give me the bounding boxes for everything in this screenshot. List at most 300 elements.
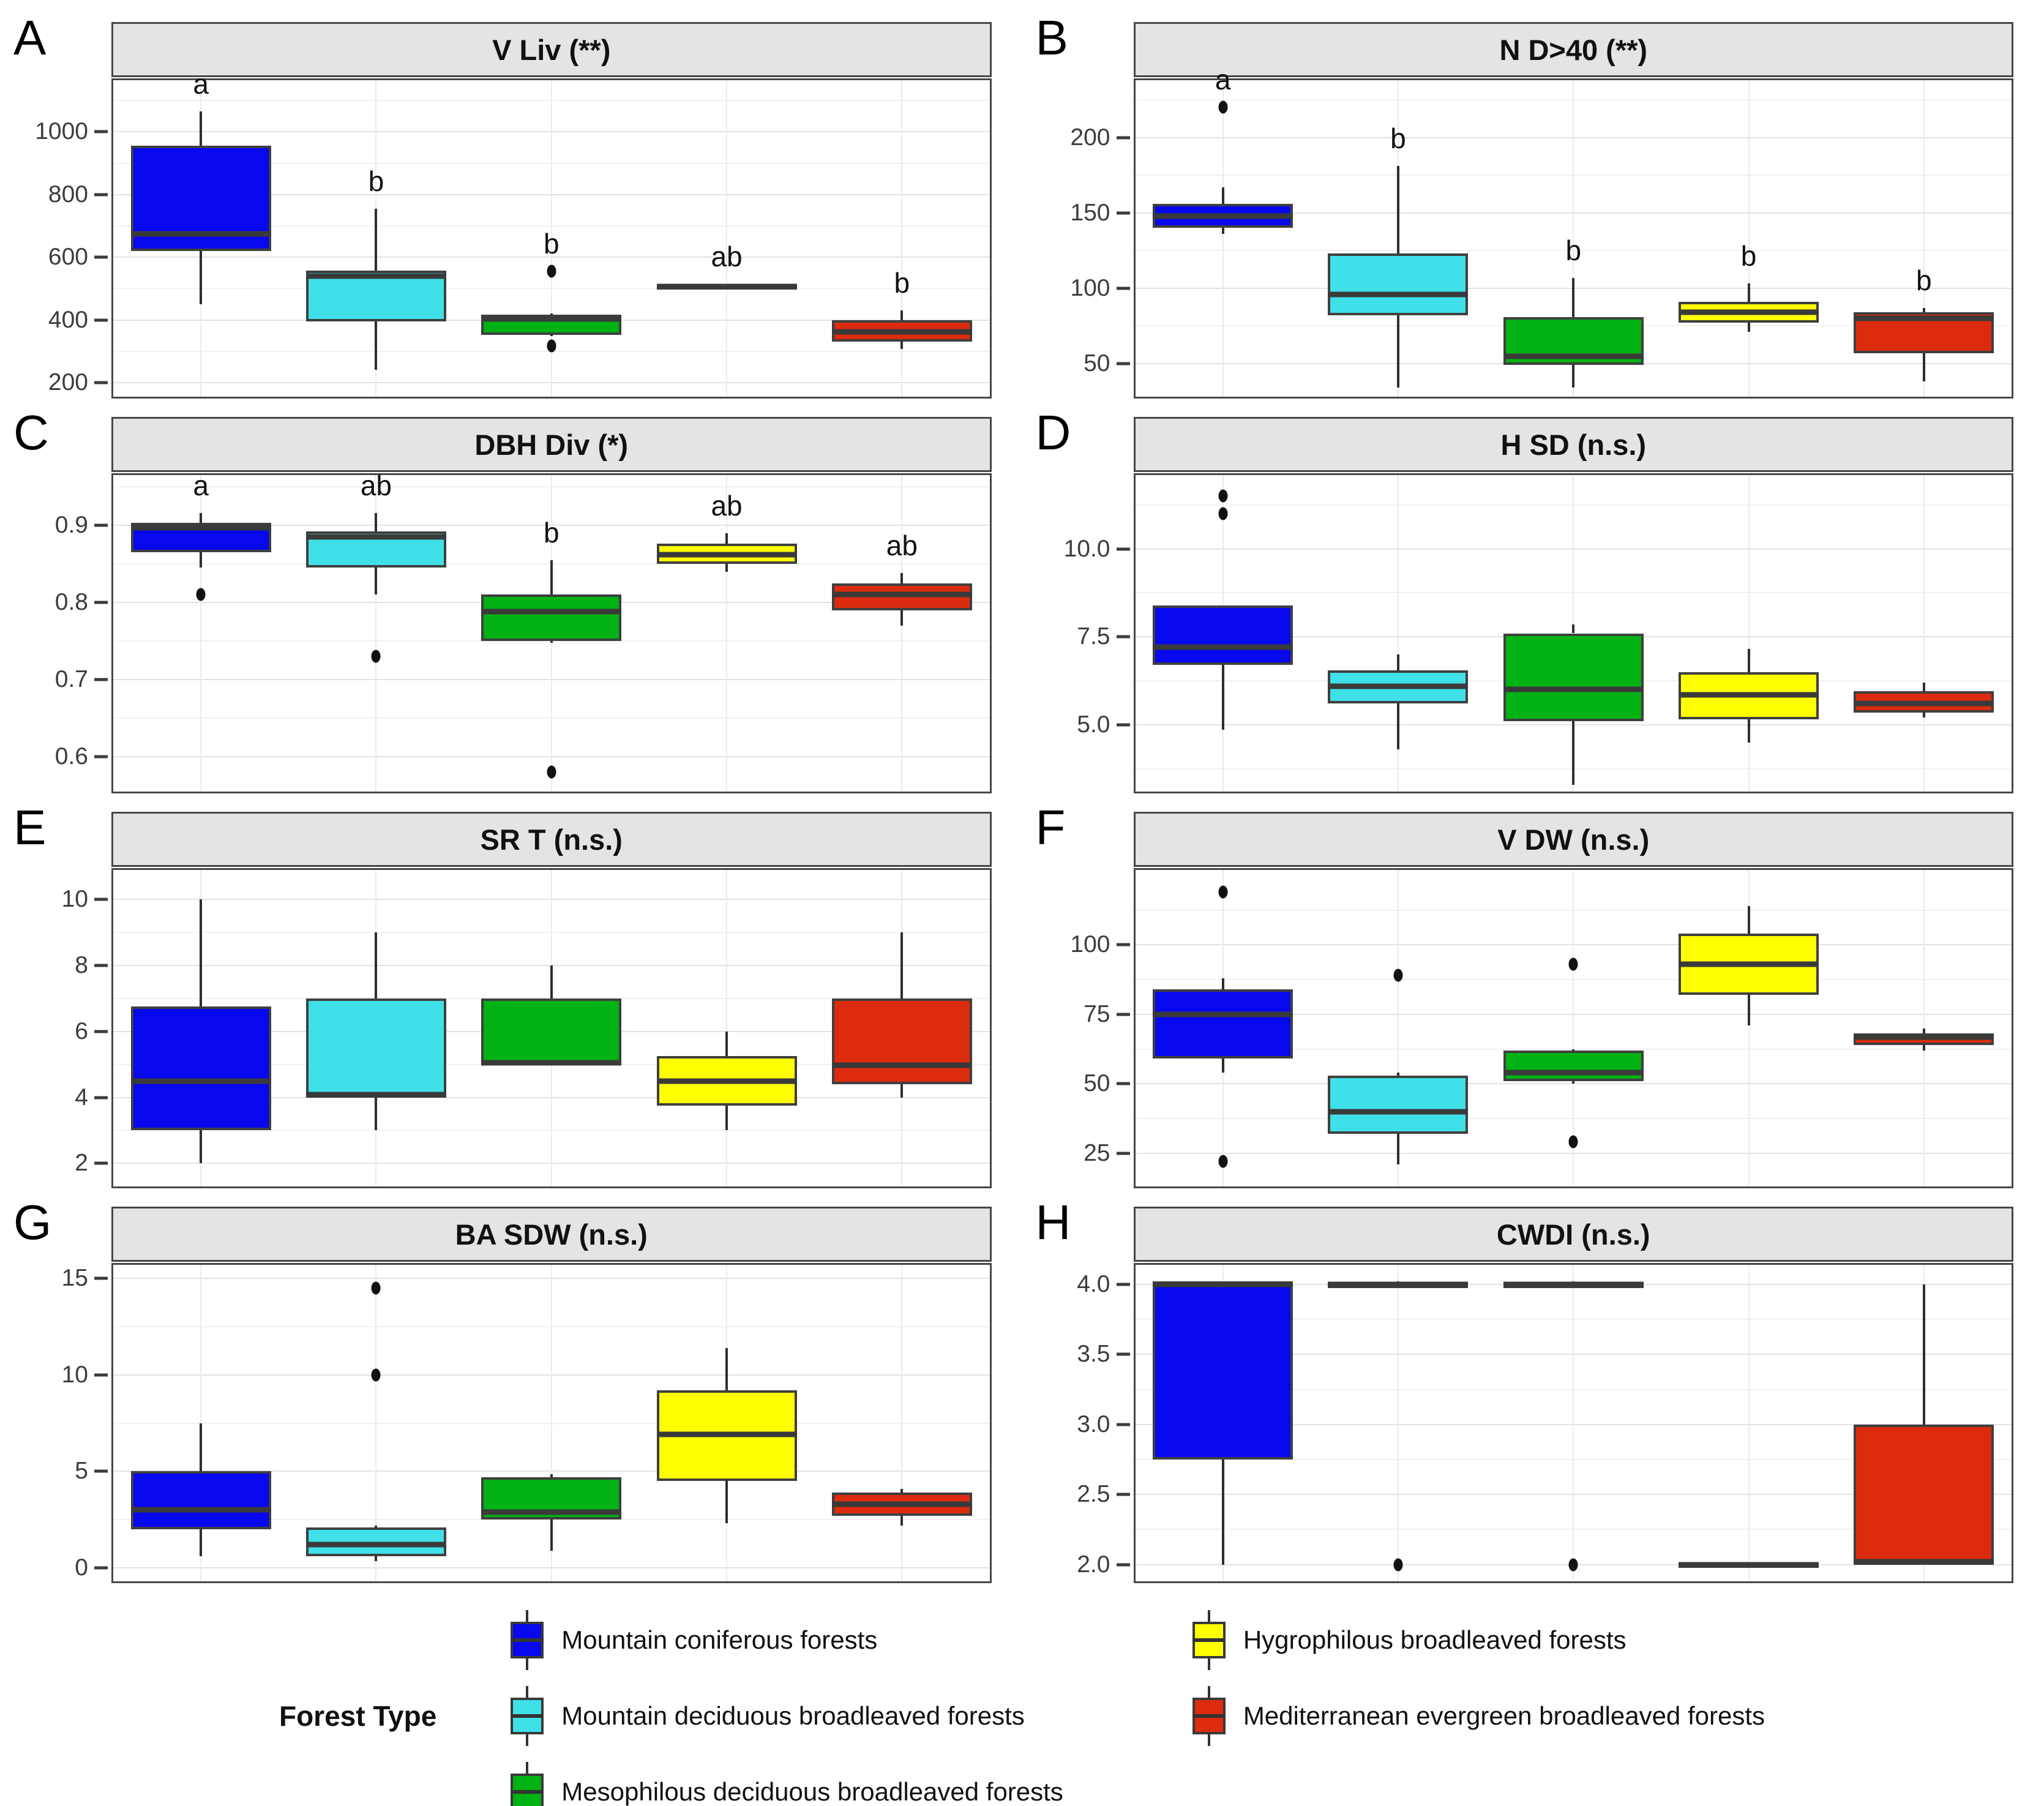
x-gridline <box>1748 80 1750 397</box>
upper-whisker <box>375 513 377 531</box>
significance-letter: b <box>543 516 560 549</box>
y-tick-label: 10 <box>61 1361 88 1388</box>
median-line <box>481 1509 621 1515</box>
legend-entry-label: Mediterranean evergreen broadleaved forests <box>1243 1701 1765 1730</box>
panel-cell <box>1022 9 2044 403</box>
y-axis-ticks <box>1031 870 1134 1186</box>
median-line <box>306 273 446 279</box>
boxplot-box <box>1503 1051 1644 1081</box>
y-tick-label: 15 <box>61 1265 88 1292</box>
lower-whisker <box>1222 665 1224 730</box>
boxplot-box <box>1153 1281 1293 1459</box>
y-tick-mark <box>94 318 108 321</box>
outlier-point <box>547 766 556 779</box>
y-tick-label: 200 <box>48 369 88 395</box>
y-axis <box>9 1195 111 1583</box>
panel-letter: H <box>1035 1195 1071 1250</box>
boxplot-box <box>1854 1425 1994 1565</box>
median-line <box>1153 1282 1293 1287</box>
upper-whisker <box>1397 654 1399 670</box>
y-axis <box>1031 405 1134 793</box>
y-tick-mark <box>1117 1563 1130 1566</box>
y-tick-label: 50 <box>1084 1070 1110 1097</box>
upper-whisker <box>1222 978 1224 989</box>
y-tick-label: 3.5 <box>1077 1341 1110 1368</box>
significance-letter: b <box>1916 264 1932 296</box>
lower-whisker <box>200 1529 202 1556</box>
y-tick-mark <box>94 678 108 681</box>
boxplot-box <box>131 1006 271 1130</box>
y-tick-mark <box>1117 1013 1130 1016</box>
upper-whisker <box>200 1423 202 1472</box>
legend-entry <box>510 1686 1063 1746</box>
panel-letter: C <box>13 405 49 460</box>
median-line <box>832 592 972 598</box>
plot-area <box>111 1263 992 1583</box>
y-tick-label: 100 <box>1070 931 1110 958</box>
median-line <box>1328 1282 1468 1287</box>
outlier-point <box>1218 490 1227 503</box>
y-axis <box>1031 10 1134 399</box>
significance-letter: b <box>543 228 560 260</box>
panel-header <box>1134 1207 2014 1262</box>
y-tick-label: 600 <box>48 244 88 271</box>
boxplot-key-icon <box>1192 1686 1226 1746</box>
lower-whisker <box>375 568 377 594</box>
significance-letter: b <box>1390 122 1406 155</box>
lower-whisker <box>1222 228 1224 234</box>
lower-whisker <box>375 1556 377 1561</box>
panel <box>1134 812 2014 1188</box>
upper-whisker <box>1748 283 1750 302</box>
panel-header <box>111 812 992 867</box>
panel-title: SR T (n.s.) <box>480 823 623 856</box>
panel <box>111 1207 992 1583</box>
panel <box>1134 1207 2014 1583</box>
median-line <box>1328 683 1468 689</box>
y-axis-ticks <box>1031 1265 1134 1581</box>
panel-header <box>1134 22 2014 77</box>
key-median-line <box>1192 1638 1226 1642</box>
lower-whisker <box>1397 1134 1399 1164</box>
panel-header <box>111 417 992 472</box>
y-tick-label: 0.8 <box>54 589 88 616</box>
y-tick-mark <box>94 523 108 526</box>
y-axis-ticks <box>1031 80 1134 397</box>
y-tick-label: 0.9 <box>54 511 88 538</box>
boxplot-box <box>1153 605 1293 665</box>
upper-whisker <box>900 310 903 320</box>
panel-header <box>1134 812 2014 867</box>
lower-whisker <box>1572 365 1574 388</box>
y-tick-label: 150 <box>1070 199 1110 226</box>
y-tick-label: 6 <box>75 1017 88 1044</box>
median-line <box>1679 962 1819 967</box>
plot-area <box>1134 64 2014 399</box>
lower-whisker <box>200 251 202 304</box>
y-tick-label: 4.0 <box>1077 1271 1110 1298</box>
median-line <box>131 1078 271 1084</box>
panel-letter: D <box>1035 405 1071 460</box>
y-tick-mark <box>1117 723 1130 726</box>
y-tick-label: 5.0 <box>1077 711 1110 738</box>
x-gridline <box>1398 1265 1399 1581</box>
legend-entry <box>510 1762 1063 1806</box>
lower-whisker <box>1222 1058 1224 1073</box>
y-tick-label: 2.0 <box>1077 1551 1110 1578</box>
key-median-line <box>511 1714 544 1718</box>
lower-whisker <box>200 1130 202 1163</box>
y-tick-mark <box>1117 362 1130 365</box>
panel-title: V DW (n.s.) <box>1497 823 1650 856</box>
median-line <box>1503 353 1644 359</box>
lower-whisker <box>725 1481 728 1523</box>
lower-whisker <box>1397 703 1399 749</box>
median-line <box>131 231 271 236</box>
panel-title: V Liv (**) <box>492 33 611 66</box>
y-axis <box>9 405 111 793</box>
median-line <box>1854 701 1994 706</box>
legend-entry <box>1192 1610 1765 1670</box>
boxplot-box <box>1328 253 1468 315</box>
legend-column <box>510 1610 1063 1806</box>
panel <box>111 812 992 1188</box>
y-tick-label: 1000 <box>35 118 88 145</box>
median-line <box>1679 310 1819 315</box>
upper-whisker <box>550 965 553 999</box>
y-tick-label: 5 <box>75 1458 88 1485</box>
y-tick-mark <box>94 755 108 759</box>
outlier-point <box>372 1281 381 1294</box>
median-line <box>832 329 972 334</box>
upper-whisker <box>200 111 202 146</box>
panel-grid <box>0 9 2044 1588</box>
lower-whisker <box>550 1519 553 1550</box>
y-tick-mark <box>1117 1493 1130 1496</box>
outlier-point <box>372 1368 381 1381</box>
plot-area <box>111 469 992 793</box>
median-line <box>1328 291 1468 297</box>
y-tick-mark <box>1117 287 1130 290</box>
panel-cell <box>1022 403 2044 798</box>
median-line <box>1679 1562 1819 1567</box>
panel-title: N D>40 (**) <box>1499 33 1648 66</box>
legend-title: Forest Type <box>279 1700 437 1732</box>
plot-area <box>111 68 992 399</box>
y-tick-label: 8 <box>75 952 88 979</box>
y-axis-ticks <box>9 80 111 397</box>
upper-whisker <box>550 560 553 595</box>
outlier-point <box>1218 1155 1227 1168</box>
panel-cell <box>1022 798 2044 1193</box>
lower-whisker <box>900 342 903 348</box>
median-line <box>1503 1070 1644 1076</box>
median-line <box>832 1501 972 1507</box>
median-line <box>1503 1282 1644 1287</box>
panel-title: H SD (n.s.) <box>1500 428 1647 461</box>
y-axis-ticks <box>9 1265 111 1581</box>
plot-area <box>1134 868 2014 1188</box>
y-tick-mark <box>94 193 108 196</box>
lower-whisker <box>900 1516 903 1526</box>
lower-whisker <box>1748 995 1750 1025</box>
panel-cell <box>0 9 1022 403</box>
x-gridline <box>901 80 902 397</box>
upper-whisker <box>725 1032 728 1056</box>
legend-entries <box>510 1610 1765 1806</box>
x-gridline <box>726 80 727 397</box>
y-tick-label: 200 <box>1070 124 1110 151</box>
legend-entry-label: Hygrophilous broadleaved forests <box>1243 1625 1627 1654</box>
outlier-point <box>1393 1558 1402 1571</box>
panel-header <box>111 22 992 77</box>
lower-whisker <box>1572 721 1574 784</box>
lower-whisker <box>1923 1045 1925 1051</box>
y-tick-label: 4 <box>75 1084 88 1111</box>
upper-whisker <box>1923 1029 1925 1033</box>
lower-whisker <box>900 1084 903 1098</box>
outlier-point <box>547 265 556 278</box>
y-tick-mark <box>94 898 108 901</box>
lower-whisker <box>550 641 553 643</box>
panel-cell <box>1022 1193 2044 1588</box>
lower-whisker <box>1748 719 1750 742</box>
plot-area <box>1134 473 2014 793</box>
legend-column <box>1192 1610 1765 1806</box>
y-tick-label: 100 <box>1070 274 1110 301</box>
significance-letter: a <box>1215 64 1231 96</box>
key-median-line <box>1192 1714 1226 1718</box>
y-tick-label: 10 <box>61 886 88 913</box>
panel <box>1134 22 2014 399</box>
y-tick-mark <box>1117 635 1130 639</box>
key-median-line <box>511 1638 544 1642</box>
y-tick-mark <box>94 1277 108 1280</box>
y-tick-label: 0.6 <box>54 743 88 770</box>
outlier-point <box>1393 969 1402 982</box>
panel-cell <box>0 1193 1022 1588</box>
y-tick-mark <box>94 601 108 604</box>
significance-letter: b <box>894 267 910 299</box>
median-line <box>657 284 797 290</box>
legend-entry <box>1192 1686 1765 1746</box>
panel-title: DBH Div (*) <box>474 428 629 461</box>
y-tick-mark <box>94 1373 108 1376</box>
y-tick-label: 25 <box>1084 1139 1110 1166</box>
significance-letter: ab <box>886 530 918 562</box>
median-line <box>1328 1109 1468 1114</box>
y-tick-mark <box>94 964 108 967</box>
panel-letter: B <box>1035 10 1068 65</box>
panel-title: BA SDW (n.s.) <box>455 1218 648 1251</box>
upper-whisker <box>725 533 728 544</box>
upper-whisker <box>900 932 903 999</box>
lower-whisker <box>1222 1459 1224 1565</box>
y-tick-mark <box>1117 1283 1130 1286</box>
outlier-point <box>547 339 556 352</box>
y-tick-mark <box>1117 1353 1130 1356</box>
lower-whisker <box>1572 1081 1574 1084</box>
upper-whisker <box>375 209 377 271</box>
y-tick-label: 0.7 <box>54 666 88 693</box>
lower-whisker <box>200 552 202 568</box>
y-axis <box>1031 1195 1134 1583</box>
upper-whisker <box>200 513 202 523</box>
median-line <box>131 525 271 530</box>
y-tick-mark <box>1117 1082 1130 1085</box>
lower-whisker <box>1923 713 1925 718</box>
boxplot-key-icon <box>510 1610 544 1670</box>
upper-whisker <box>1923 1284 1925 1425</box>
lower-whisker <box>375 321 377 370</box>
median-line <box>481 1060 621 1065</box>
y-tick-label: 7.5 <box>1077 623 1110 650</box>
lower-whisker <box>1923 353 1925 382</box>
upper-whisker <box>1923 683 1925 691</box>
plot-area <box>1134 1263 2014 1583</box>
median-line <box>481 316 621 321</box>
panel-letter: A <box>13 10 47 65</box>
median-line <box>657 1432 797 1437</box>
lower-whisker <box>550 335 553 336</box>
y-tick-mark <box>94 381 108 384</box>
median-line <box>1503 687 1644 692</box>
boxplot-key-icon <box>510 1686 544 1746</box>
x-gridline <box>1923 475 1925 792</box>
median-line <box>481 609 621 615</box>
median-line <box>1854 315 1994 321</box>
panel-letter: E <box>13 800 47 855</box>
boxplot-box <box>832 999 972 1084</box>
legend <box>0 1610 2044 1806</box>
median-line <box>306 1542 446 1548</box>
x-gridline <box>726 870 727 1186</box>
boxplot-key-icon <box>1192 1610 1226 1670</box>
x-gridline <box>901 1265 902 1581</box>
lower-whisker <box>1397 315 1399 388</box>
panel-letter: F <box>1035 800 1066 855</box>
boxplot-box <box>481 999 621 1065</box>
panel-letter: G <box>13 1195 52 1250</box>
outlier-point <box>372 650 381 663</box>
legend-entry-label: Mesophilous deciduous broadleaved forests <box>561 1777 1063 1806</box>
legend-entry-label: Mountain deciduous broadleaved forests <box>561 1701 1025 1730</box>
y-axis <box>9 800 111 1188</box>
y-axis-ticks <box>9 870 111 1186</box>
panel-header <box>111 1207 992 1262</box>
outlier-point <box>1569 1136 1578 1148</box>
upper-whisker <box>725 1348 728 1390</box>
x-gridline <box>1748 1265 1750 1581</box>
legend-entry-label: Mountain coniferous forests <box>561 1625 878 1654</box>
lower-whisker <box>900 610 903 626</box>
y-axis <box>9 10 111 399</box>
y-tick-label: 10.0 <box>1063 535 1110 562</box>
x-gridline <box>1748 475 1750 792</box>
median-line <box>1854 1035 1994 1040</box>
boxplot-key-icon <box>510 1762 544 1806</box>
y-tick-label: 2 <box>75 1150 88 1177</box>
median-line <box>306 534 446 539</box>
median-line <box>131 1507 271 1513</box>
median-line <box>1854 1559 1994 1564</box>
y-tick-mark <box>1117 211 1130 214</box>
significance-letter: ab <box>360 469 392 501</box>
significance-letter: b <box>1740 240 1757 272</box>
y-tick-mark <box>94 1030 108 1033</box>
y-tick-mark <box>94 1162 108 1165</box>
x-gridline <box>1222 80 1224 397</box>
panel <box>1134 417 2014 793</box>
y-tick-mark <box>94 1470 108 1473</box>
outlier-point <box>1569 958 1578 971</box>
upper-whisker <box>1397 166 1399 253</box>
outlier-point <box>1218 101 1227 114</box>
outlier-point <box>197 588 206 601</box>
upper-whisker <box>1748 906 1750 934</box>
panel <box>111 22 992 399</box>
x-gridline <box>726 475 727 792</box>
panel <box>111 417 992 793</box>
lower-whisker <box>725 1106 728 1130</box>
upper-whisker <box>1748 649 1750 672</box>
x-gridline <box>901 475 902 792</box>
outlier-point <box>1218 508 1227 520</box>
y-tick-mark <box>94 256 108 259</box>
panel-title: CWDI (n.s.) <box>1496 1218 1650 1251</box>
y-tick-mark <box>1117 943 1130 946</box>
significance-letter: a <box>193 469 209 501</box>
y-tick-mark <box>1117 136 1130 139</box>
upper-whisker <box>1572 278 1574 317</box>
y-axis-ticks <box>9 475 111 792</box>
significance-letter: ab <box>711 489 743 522</box>
median-line <box>1153 645 1293 650</box>
x-gridline <box>1573 1265 1574 1581</box>
y-tick-mark <box>1117 1423 1130 1426</box>
y-tick-label: 800 <box>48 181 88 208</box>
y-axis-ticks <box>1031 475 1134 792</box>
lower-whisker <box>725 564 728 572</box>
upper-whisker <box>1222 187 1224 204</box>
outlier-point <box>1218 886 1227 899</box>
y-tick-label: 75 <box>1084 1000 1110 1027</box>
y-tick-mark <box>94 1566 108 1569</box>
median-line <box>657 1078 797 1084</box>
median-line <box>1153 1011 1293 1017</box>
upper-whisker <box>900 573 903 583</box>
upper-whisker <box>1923 308 1925 312</box>
y-tick-mark <box>1117 1152 1130 1155</box>
significance-letter: b <box>1565 234 1582 266</box>
significance-letter: ab <box>711 241 743 273</box>
lower-whisker <box>1748 323 1750 332</box>
panel-cell <box>0 403 1022 798</box>
y-tick-label: 0 <box>75 1554 88 1581</box>
y-tick-label: 50 <box>1084 350 1110 377</box>
key-median-line <box>511 1790 544 1794</box>
y-tick-mark <box>94 1096 108 1099</box>
lower-whisker <box>375 1098 377 1131</box>
plot-area <box>111 868 992 1188</box>
boxplot-box <box>1153 989 1293 1058</box>
y-tick-label: 3.0 <box>1077 1411 1110 1437</box>
y-tick-mark <box>1117 547 1130 550</box>
boxplot-box <box>481 594 621 641</box>
outlier-point <box>1569 1558 1578 1571</box>
legend-entry <box>510 1610 1063 1670</box>
boxplot-box <box>1328 1076 1468 1134</box>
